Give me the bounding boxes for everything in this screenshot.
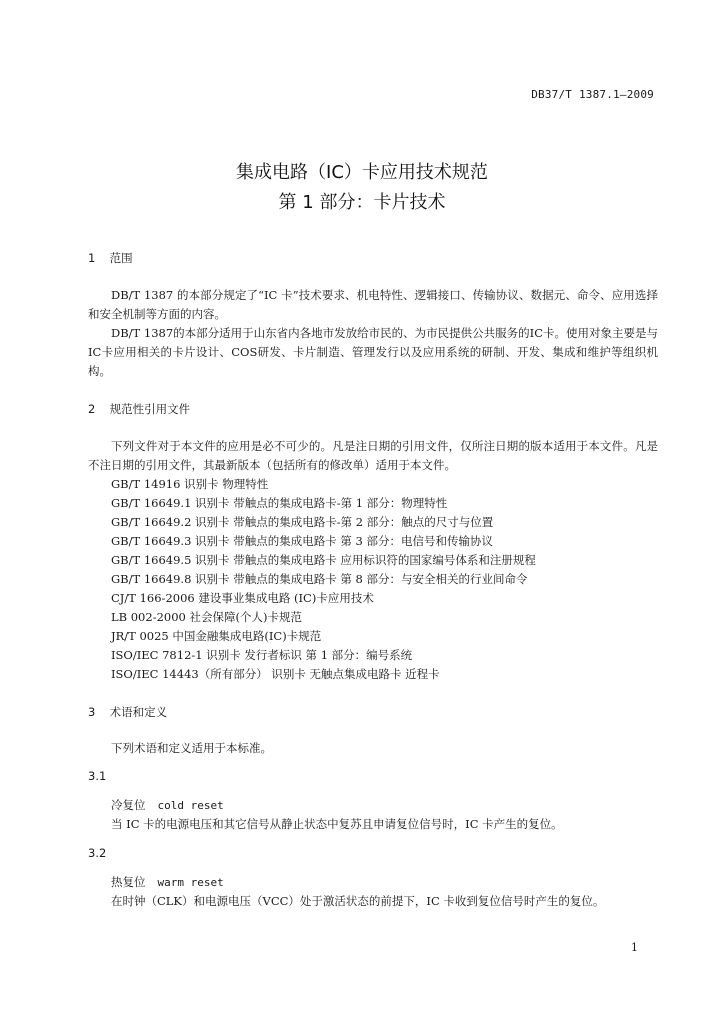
reference-item: GB/T 16649.2 识别卡 带触点的集成电路卡-第 2 部分：触点的尺寸与位置 (111, 515, 494, 529)
term-number: 3.2 (88, 846, 107, 860)
term-heading (111, 874, 224, 890)
section-number: 2 (88, 402, 96, 416)
section-number: 1 (88, 251, 96, 265)
section-number: 3 (88, 705, 96, 719)
term-english: warm reset (157, 876, 224, 889)
term-english: cold reset (157, 799, 224, 812)
reference-item: CJ/T 166-2006 建设事业集成电路 (IC)卡应用技术 (111, 591, 374, 605)
section-3-heading (88, 704, 167, 720)
section-title: 范围 (109, 251, 133, 265)
term-chinese: 热复位 (111, 875, 146, 889)
section-3-intro: 下列术语和定义适用于本标准。 (111, 741, 272, 755)
reference-item: JR/T 0025 中国金融集成电路(IC)卡规范 (111, 629, 322, 643)
section-1-paragraph-1: DB/T 1387 的本部分规定了“IC 卡”技术要求、机电特性、逻辑接口、传输协议、数据元、命令、应用选择和安全机制等方面的内容。 (88, 288, 658, 321)
section-2-heading (88, 401, 190, 417)
section-2-intro: 下列文件对于本文件的应用是必不可少的。凡是注日期的引用文件，仅所注日期的版本适用于本文件。凡是不注日期的引用文件，其最新版本（包括所有的修改单）适用于本文件。 (88, 439, 658, 472)
section-1-heading (88, 250, 133, 266)
section-title: 术语和定义 (109, 705, 168, 719)
document-part-title: 第 1 部分：卡片技术 (278, 192, 446, 213)
reference-item: GB/T 16649.5 识别卡 带触点的集成电路卡 应用标识符的国家编号体系和注册规程 (111, 553, 536, 567)
section-title: 规范性引用文件 (109, 402, 191, 416)
document-title: 集成电路（IC）卡应用技术规范 (236, 162, 488, 183)
reference-item: ISO/IEC 14443（所有部分） 识别卡 无触点集成电路卡 近程卡 (111, 667, 440, 681)
reference-item: ISO/IEC 7812-1 识别卡 发行者标识 第 1 部分：编号系统 (111, 648, 413, 662)
section-1-paragraph-2: DB/T 1387的本部分适用于山东省内各地市发放给市民的、为市民提供公共服务的IC卡。使用对象主要是与IC卡应用相关的卡片设计、COS研发、卡片制造、管理发行以及应用系统的研制、开发、集成和维护等组织机构。 (88, 326, 658, 378)
term-chinese: 冷复位 (111, 798, 146, 812)
term-definition: 在时钟（CLK）和电源电压（VCC）处于激活状态的前提下，IC 卡收到复位信号时产生的复位。 (111, 894, 605, 908)
term-definition: 当 IC 卡的电源电压和其它信号从静止状态中复苏且申请复位信号时，IC 卡产生的复位。 (111, 817, 563, 831)
reference-item: GB/T 16649.3 识别卡 带触点的集成电路卡 第 3 部分：电信号和传输协议 (111, 534, 493, 548)
page-number: 1 (631, 941, 638, 954)
reference-item: LB 002-2000 社会保障(个人)卡规范 (111, 610, 302, 624)
reference-item: GB/T 14916 识别卡 物理特性 (111, 477, 269, 491)
term-heading (111, 797, 224, 813)
document-number: DB37/T 1387.1—2009 (531, 88, 654, 101)
term-number: 3.1 (88, 769, 107, 783)
reference-item: GB/T 16649.8 识别卡 带触点的集成电路卡 第 8 部分：与安全相关的行业间命令 (111, 572, 528, 586)
reference-item: GB/T 16649.1 识别卡 带触点的集成电路卡-第 1 部分：物理特性 (111, 496, 448, 510)
